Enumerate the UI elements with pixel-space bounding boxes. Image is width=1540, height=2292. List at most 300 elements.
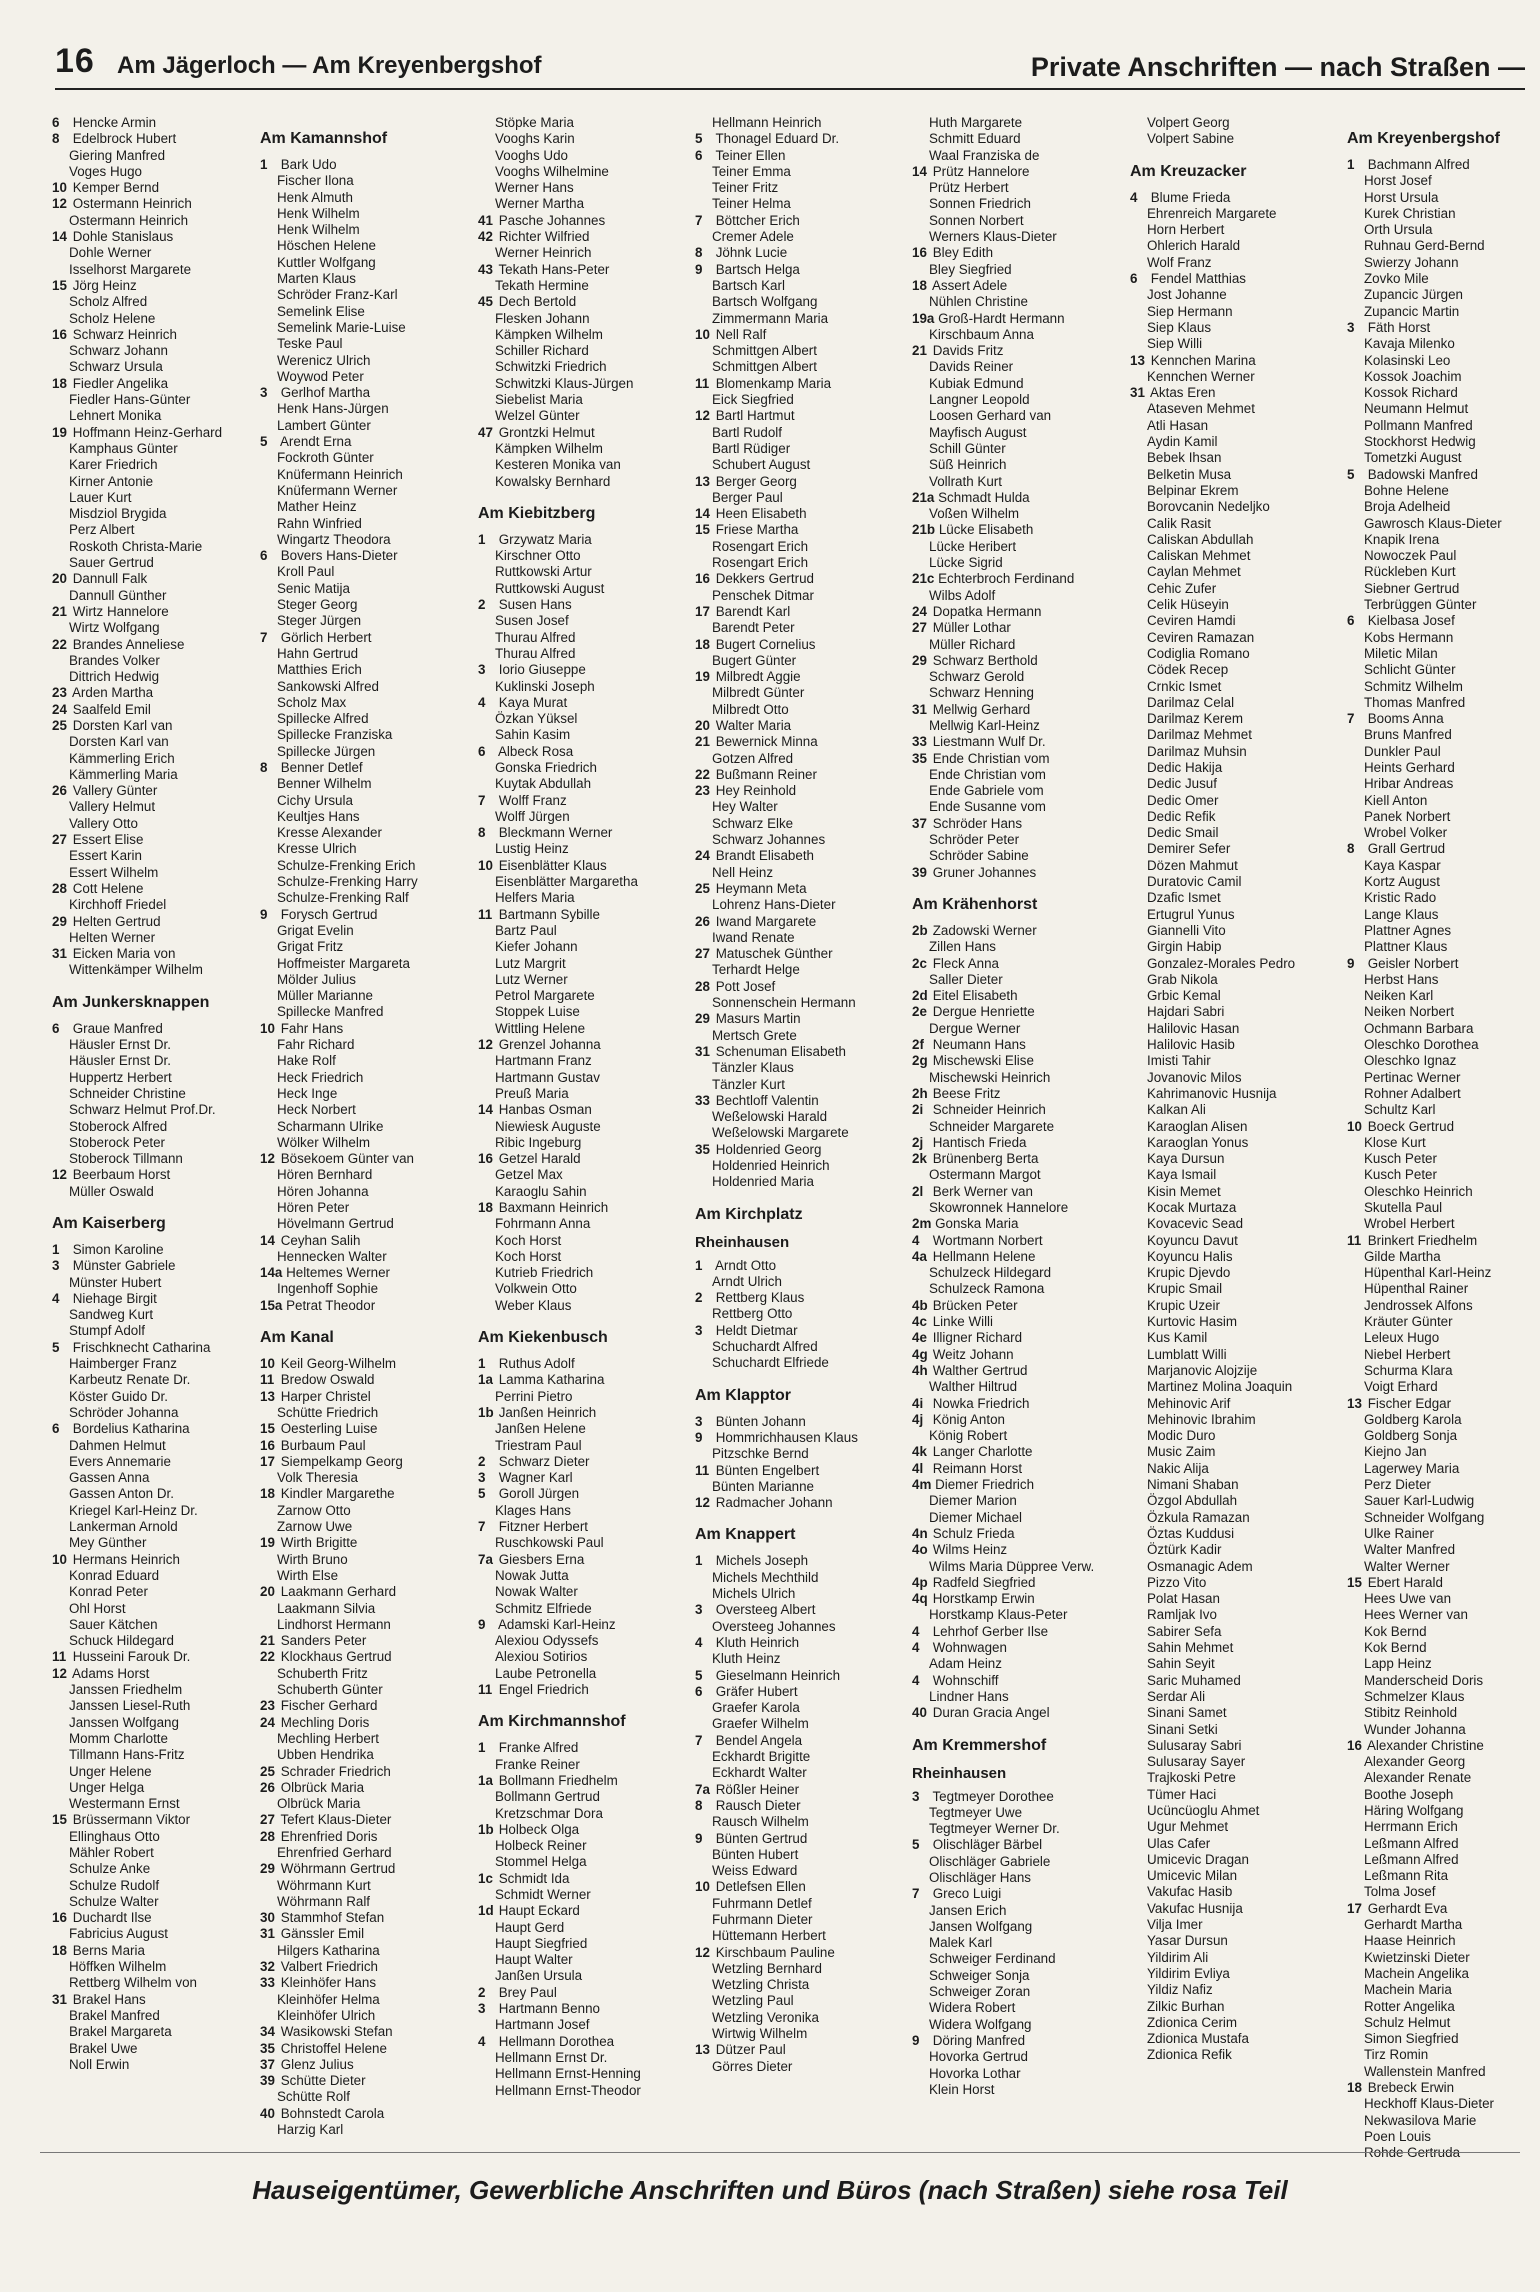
resident-name: Thurau Alfred [495, 629, 576, 645]
resident-entry [478, 760, 683, 776]
resident-entry [478, 1389, 683, 1405]
resident-name: Vooghs Udo [495, 147, 568, 163]
resident-entry [1347, 744, 1525, 760]
house-number: 16 [52, 326, 67, 342]
resident-entry [52, 620, 252, 636]
resident-entry [1130, 1917, 1330, 1933]
resident-name: Adam Heinz [929, 1656, 1002, 1672]
resident-entry [52, 1535, 252, 1551]
resident-entry [1347, 1298, 1525, 1314]
resident-entry [695, 1896, 905, 1912]
resident-name: Wilms Maria Düppree Verw. [929, 1558, 1095, 1574]
house-number: 15a [260, 1297, 283, 1313]
resident-entry [478, 1070, 683, 1086]
resident-name: Graue Manfred [72, 1020, 163, 1036]
resident-name: Dergue Werner [929, 1020, 1021, 1036]
resident-entry [695, 637, 905, 653]
resident-name: Getzel Harald [498, 1151, 581, 1167]
resident-entry [1347, 1347, 1525, 1363]
resident-name: Sonnen Norbert [929, 212, 1024, 228]
resident-name: Holbeck Reiner [495, 1838, 587, 1854]
resident-entry [695, 457, 905, 473]
resident-entry [912, 2033, 1122, 2049]
resident-entry [1347, 336, 1525, 352]
resident-entry [1130, 271, 1330, 287]
resident-entry [695, 213, 905, 229]
resident-name: Serdar Ali [1147, 1688, 1206, 1704]
resident-entry [260, 1053, 465, 1069]
resident-entry [52, 1291, 252, 1307]
resident-name: Wittenkämper Wilhelm [69, 962, 203, 978]
resident-name: Sauer Gertrud [69, 555, 154, 571]
resident-entry [695, 1912, 905, 1928]
resident-entry [260, 271, 465, 287]
resident-name: Henk Wilhelm [277, 205, 360, 221]
resident-entry [1347, 874, 1525, 890]
resident-entry [695, 474, 905, 490]
resident-entry [695, 1553, 905, 1569]
resident-name: Tolma Josef [1364, 1884, 1436, 1900]
resident-name: Vallery Otto [69, 815, 138, 831]
resident-name: Wrobel Volker [1364, 825, 1448, 841]
resident-entry [260, 1086, 465, 1102]
resident-name: Kolasinski Leo [1364, 352, 1451, 368]
resident-name: Langer Charlotte [932, 1444, 1033, 1460]
resident-entry [912, 1919, 1122, 1935]
resident-entry [478, 180, 683, 196]
resident-name: Kluth Heinz [712, 1651, 781, 1667]
house-number: 6 [478, 743, 486, 759]
resident-entry [1130, 564, 1330, 580]
resident-entry [52, 1167, 252, 1183]
resident-entry [478, 564, 683, 580]
resident-entry [478, 278, 683, 294]
resident-entry [912, 604, 1122, 620]
resident-name: Schmitz Elfriede [495, 1600, 592, 1616]
resident-name: Wolff Franz [498, 792, 567, 808]
resident-name: Brakel Hans [72, 1991, 146, 2007]
house-number: 4h [912, 1362, 928, 1378]
resident-name: Lehrhof Gerber Ilse [932, 1623, 1049, 1639]
resident-name: Kaya Ismail [1147, 1167, 1217, 1183]
resident-name: Schulz Helmut [1364, 2014, 1451, 2030]
resident-entry [260, 1666, 465, 1682]
resident-entry [478, 711, 683, 727]
resident-name: Karer Friedrich [69, 457, 158, 473]
resident-name: Saric Muhamed [1147, 1672, 1241, 1688]
resident-name: Süß Heinrich [929, 457, 1007, 473]
resident-entry [260, 1845, 465, 1861]
house-number: 21c [912, 571, 935, 587]
resident-name: Schütte Friedrich [277, 1404, 379, 1420]
house-number: 41 [478, 212, 493, 228]
resident-entry [912, 1314, 1122, 1330]
resident-name: Bewernick Minna [715, 734, 818, 750]
resident-name: Alexander Renate [1364, 1770, 1472, 1786]
resident-entry [1130, 1004, 1330, 1020]
resident-entry [478, 2017, 683, 2033]
resident-entry [478, 196, 683, 212]
house-number: 29 [912, 652, 927, 668]
resident-name: Münster Gabriele [72, 1258, 176, 1274]
resident-entry [912, 848, 1122, 864]
resident-entry [478, 1454, 683, 1470]
resident-entry [1130, 1559, 1330, 1575]
resident-entry [1347, 1184, 1525, 1200]
resident-name: Bendel Angela [715, 1732, 803, 1748]
resident-name: Broja Adelheid [1364, 499, 1451, 515]
resident-entry [260, 157, 465, 173]
resident-name: Vilja Imer [1147, 1917, 1203, 1933]
resident-entry [260, 1372, 465, 1388]
resident-name: Janßen Ursula [495, 1968, 583, 1984]
resident-entry [478, 646, 683, 662]
resident-name: Atli Hasan [1147, 417, 1209, 433]
resident-entry [912, 1119, 1122, 1135]
resident-name: Schröder Franz-Karl [277, 287, 398, 303]
resident-name: Bugert Günter [712, 652, 797, 668]
resident-entry [478, 2034, 683, 2050]
resident-entry [695, 327, 905, 343]
resident-name: Dedic Jusuf [1147, 776, 1217, 792]
resident-entry [1347, 1086, 1525, 1102]
resident-name: Kutrieb Friedrich [495, 1265, 594, 1281]
resident-name: Kretzschmar Dora [495, 1805, 603, 1821]
resident-name: Hören Johanna [277, 1183, 369, 1199]
house-number: 47 [478, 424, 493, 440]
resident-entry [478, 1151, 683, 1167]
house-number: 10 [52, 180, 67, 196]
resident-name: Kennchen Marina [1150, 352, 1256, 368]
resident-entry [260, 385, 465, 401]
resident-entry [1347, 1559, 1525, 1575]
resident-entry [1347, 1999, 1525, 2015]
resident-entry [912, 653, 1122, 669]
resident-entry [1130, 1265, 1330, 1281]
resident-name: Schröder Hans [932, 815, 1023, 831]
resident-name: Krupic Smail [1147, 1281, 1223, 1297]
resident-entry [52, 522, 252, 538]
resident-entry [1347, 793, 1525, 809]
resident-name: Benner Wilhelm [277, 776, 372, 792]
resident-name: Schmadt Hulda [938, 489, 1030, 505]
house-number: 1a [478, 1772, 493, 1788]
resident-entry [260, 1119, 465, 1135]
resident-name: Wetzling Christa [712, 1977, 810, 1993]
resident-name: Sauer Kätchen [69, 1616, 158, 1632]
house-number: 5 [1347, 466, 1355, 482]
resident-name: Schuchardt Elfriede [712, 1355, 829, 1371]
resident-entry [1347, 1200, 1525, 1216]
resident-entry [1347, 271, 1525, 287]
resident-name: Wolff Jürgen [495, 808, 570, 824]
resident-entry [260, 1698, 465, 1714]
resident-entry [260, 1731, 465, 1747]
resident-entry [478, 1649, 683, 1665]
resident-name: Wilms Heinz [932, 1542, 1008, 1558]
resident-entry [695, 376, 905, 392]
resident-entry [1130, 1868, 1330, 1884]
resident-entry [1347, 304, 1525, 320]
resident-entry [52, 1959, 252, 1975]
resident-entry [1130, 1102, 1330, 1118]
resident-name: Hantisch Frieda [932, 1134, 1027, 1150]
house-number: 10 [260, 1020, 275, 1036]
house-number: 4g [912, 1346, 928, 1362]
resident-name: Harzig Karl [277, 2122, 344, 2138]
resident-entry [695, 1158, 905, 1174]
resident-name: Spillecke Jürgen [277, 743, 376, 759]
resident-entry [260, 1216, 465, 1232]
resident-name: Steger Georg [277, 597, 358, 613]
resident-name: Kleinhöfer Helma [277, 1991, 380, 2007]
resident-entry [695, 196, 905, 212]
resident-name: Dzafic Ismet [1147, 890, 1221, 906]
resident-name: Semelink Elise [277, 303, 365, 319]
resident-name: Brandt Elisabeth [715, 848, 814, 864]
resident-name: Cehic Zufer [1147, 580, 1217, 596]
resident-name: Kroll Paul [277, 564, 335, 580]
resident-name: Liestmann Wulf Dr. [932, 734, 1046, 750]
resident-entry [260, 841, 465, 857]
house-number: 7 [260, 629, 268, 645]
resident-entry [912, 457, 1122, 473]
resident-entry [1130, 1363, 1330, 1379]
resident-entry [1130, 1135, 1330, 1151]
resident-name: Grontzki Helmut [498, 424, 595, 440]
resident-name: Rückleben Kurt [1364, 564, 1456, 580]
resident-entry [1347, 907, 1525, 923]
resident-entry [695, 1700, 905, 1716]
resident-entry [1347, 1575, 1525, 1591]
house-number: 21 [260, 1633, 275, 1649]
resident-name: Hellmann Dorothea [498, 2033, 615, 2049]
resident-name: Lutz Margrit [495, 955, 566, 971]
resident-entry [52, 1323, 252, 1339]
resident-entry [52, 392, 252, 408]
resident-name: Haupt Gerd [495, 1919, 565, 1935]
resident-name: Oleschko Ignaz [1364, 1053, 1457, 1069]
house-number: 3 [912, 1788, 920, 1804]
resident-name: Weber Klaus [495, 1297, 572, 1313]
resident-entry [260, 1249, 465, 1265]
resident-entry [52, 881, 252, 897]
house-number: 19 [695, 669, 710, 685]
resident-name: Schwitzki Friedrich [495, 359, 607, 375]
resident-name: Dahmen Helmut [69, 1437, 166, 1453]
resident-name: Rettberg Klaus [715, 1290, 805, 1306]
house-number: 33 [695, 1092, 710, 1108]
resident-entry [912, 669, 1122, 685]
resident-entry [260, 2106, 465, 2122]
resident-entry [1347, 2031, 1525, 2047]
resident-entry [912, 262, 1122, 278]
resident-name: Bartmann Sybille [498, 906, 600, 922]
resident-name: Fitzner Herbert [498, 1519, 589, 1535]
resident-name: Oversteeg Johannes [712, 1618, 836, 1634]
resident-entry [478, 1666, 683, 1682]
resident-entry [52, 164, 252, 180]
house-number: 14a [260, 1265, 283, 1281]
resident-entry [1347, 2113, 1525, 2129]
resident-entry [52, 1242, 252, 1258]
resident-entry [912, 1216, 1122, 1232]
resident-name: Halilovic Hasib [1147, 1037, 1235, 1053]
resident-name: Umicevic Milan [1147, 1868, 1238, 1884]
resident-name: Werenicz Ulrich [277, 352, 371, 368]
resident-name: Terhardt Helge [712, 962, 800, 978]
resident-name: Ehrenfried Doris [280, 1828, 378, 1844]
resident-entry [912, 359, 1122, 375]
resident-name: Knüfermann Heinrich [277, 466, 403, 482]
resident-name: Wilbs Adolf [929, 587, 996, 603]
resident-entry [1130, 190, 1330, 206]
resident-name: Milbredt Günter [712, 685, 805, 701]
resident-name: Werner Martha [495, 196, 585, 212]
resident-entry [1130, 401, 1330, 417]
resident-entry [1130, 353, 1330, 369]
resident-name: Plattner Agnes [1364, 922, 1452, 938]
resident-name: Teiner Ellen [715, 147, 786, 163]
resident-entry [1347, 1787, 1525, 1803]
house-number: 4 [478, 694, 486, 710]
resident-entry [1130, 907, 1330, 923]
resident-name: Ostermann Heinrich [72, 196, 192, 212]
house-number: 15 [260, 1421, 275, 1437]
resident-entry [478, 988, 683, 1004]
resident-name: Ochmann Barbara [1364, 1020, 1474, 1036]
house-number: 4m [912, 1477, 932, 1493]
resident-entry [478, 245, 683, 261]
resident-name: Kuttler Wolfgang [277, 254, 376, 270]
resident-name: Gerhardt Eva [1367, 1900, 1448, 1916]
resident-name: Ostermann Margot [929, 1167, 1041, 1183]
resident-name: Jendrossek Alfons [1364, 1297, 1473, 1313]
resident-entry [478, 1985, 683, 2001]
resident-entry [1130, 972, 1330, 988]
resident-entry [52, 180, 252, 196]
house-number: 11 [1347, 1232, 1362, 1248]
resident-entry [478, 115, 683, 131]
resident-name: Wohnwagen [932, 1640, 1007, 1656]
resident-entry [52, 1992, 252, 2008]
resident-name: Orth Ursula [1364, 222, 1433, 238]
resident-name: Schwarz Heinrich [72, 326, 177, 342]
resident-entry [912, 1821, 1122, 1837]
resident-entry [260, 401, 465, 417]
resident-entry [1347, 890, 1525, 906]
street-heading: Am Kiekenbusch [478, 1329, 608, 1347]
resident-name: Bruns Manfred [1364, 727, 1452, 743]
resident-name: Schweiger Sonja [929, 1967, 1030, 1983]
resident-name: Boeck Gertrud [1367, 1118, 1455, 1134]
resident-name: Knüfermann Werner [277, 482, 398, 498]
resident-name: Kuklinski Joseph [495, 678, 595, 694]
resident-entry [1130, 369, 1330, 385]
resident-name: Holdenried Maria [712, 1174, 814, 1190]
resident-entry [912, 1526, 1122, 1542]
resident-entry [478, 311, 683, 327]
resident-entry [52, 685, 252, 701]
house-number: 3 [695, 1322, 703, 1338]
resident-entry [478, 1633, 683, 1649]
resident-name: Hellmann Heinrich [712, 115, 822, 130]
resident-name: Hribar Andreas [1364, 776, 1454, 792]
resident-entry [695, 359, 905, 375]
resident-entry [1347, 613, 1525, 629]
resident-entry [52, 1021, 252, 1037]
resident-name: Friese Martha [715, 522, 799, 538]
resident-entry [52, 1943, 252, 1959]
resident-name: Tometzki August [1364, 450, 1462, 466]
resident-entry [1347, 760, 1525, 776]
resident-name: Bartsch Helga [715, 261, 800, 277]
resident-entry [1347, 418, 1525, 434]
resident-name: Bollmann Friedhelm [498, 1772, 618, 1788]
resident-entry [52, 1037, 252, 1053]
resident-entry [478, 956, 683, 972]
resident-entry [478, 597, 683, 613]
resident-name: Grigat Evelin [277, 922, 354, 938]
resident-name: Zdionica Mustafa [1147, 2031, 1249, 2047]
resident-name: Kobs Hermann [1364, 629, 1454, 645]
resident-entry [1347, 1868, 1525, 1884]
resident-name: Christoffel Helene [280, 2040, 387, 2056]
resident-entry [260, 1167, 465, 1183]
resident-name: Eitel Elisabeth [932, 988, 1018, 1004]
resident-entry [1130, 630, 1330, 646]
resident-name: Dekkers Gertrud [715, 571, 814, 587]
resident-entry [1130, 131, 1330, 147]
resident-name: Weiss Edward [712, 1863, 798, 1879]
resident-name: Bleckmann Werner [498, 825, 613, 841]
resident-name: Matthies Erich [277, 662, 362, 678]
resident-entry [1130, 727, 1330, 743]
resident-entry [260, 793, 465, 809]
resident-name: Ende Christian vom [932, 750, 1050, 766]
resident-name: Ruschkowski Paul [495, 1535, 604, 1551]
resident-entry [1130, 1167, 1330, 1183]
house-number: 8 [695, 1797, 703, 1813]
resident-entry [1347, 173, 1525, 189]
resident-entry [260, 532, 465, 548]
house-number: 9 [695, 1429, 703, 1445]
resident-entry [695, 1945, 905, 1961]
resident-name: Crnkic Ismet [1147, 678, 1222, 694]
resident-name: Hermans Heinrich [72, 1551, 180, 1567]
resident-name: Zdionica Cerim [1147, 2014, 1238, 2030]
house-number: 4 [912, 1672, 920, 1688]
resident-entry [478, 1249, 683, 1265]
resident-name: Gonska Friedrich [495, 759, 597, 775]
resident-entry [695, 1174, 905, 1190]
resident-name: Celik Hüseyin [1147, 597, 1229, 613]
resident-entry [478, 1952, 683, 1968]
resident-name: Ingenhoff Sophie [277, 1281, 379, 1297]
resident-name: Prütz Hannelore [932, 163, 1030, 179]
resident-name: Getzel Max [495, 1167, 563, 1183]
resident-entry [52, 441, 252, 457]
resident-name: Hey Reinhold [715, 783, 797, 799]
resident-name: Bartz Paul [495, 922, 557, 938]
resident-name: Machein Maria [1364, 1982, 1452, 1998]
resident-entry [1130, 1884, 1330, 1900]
resident-entry [912, 972, 1122, 988]
resident-name: Heck Inge [277, 1085, 338, 1101]
resident-name: Gruner Johannes [932, 864, 1037, 880]
resident-name: Zovko Mile [1364, 271, 1429, 287]
resident-name: Girgin Habip [1147, 939, 1222, 955]
